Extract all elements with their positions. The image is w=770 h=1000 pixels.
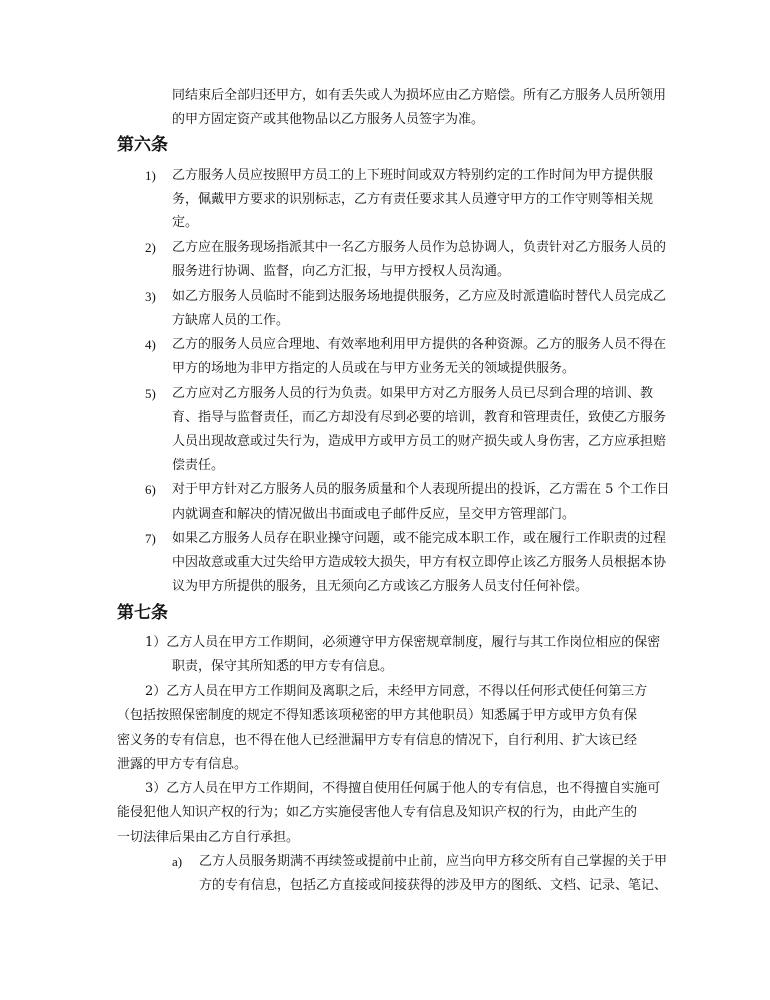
item-number: 3): [145, 289, 156, 304]
item-line: 乙方服务人员应按照甲方员工的上下班时间或双方特别约定的工作时间为甲方提供服: [172, 168, 654, 183]
item-line: 中因故意或重大过失给甲方造成较大损失，甲方有权立即停止该乙方服务人员根据本协: [172, 555, 667, 570]
item-line: 人员出现故意或过失行为，造成甲方或甲方员工的财产损失或人身伤害，乙方应承担赔: [172, 434, 667, 449]
item-line: 偿责任。: [172, 458, 225, 473]
paragraph-line: 一切法律后果由乙方自行承担。: [117, 830, 300, 845]
item-number: 4): [145, 337, 156, 352]
paragraph-line: 泄露的甲方专有信息。: [117, 757, 248, 772]
paragraph-line: 能侵犯他人知识产权的行为；如乙方实施侵害他人专有信息及知识产权的行为，由此产生的: [117, 805, 638, 820]
paragraph-line: 职责，保守其所知悉的甲方专有信息。: [172, 659, 394, 674]
item-line: 内就调查和解决的情况做出书面或电子邮件反应，呈交甲方管理部门。: [172, 507, 576, 522]
item-number: 7): [145, 531, 156, 546]
item-line: 如果乙方服务人员存在职业操守问题，或不能完成本职工作，或在履行工作职责的过程: [172, 531, 667, 546]
item-line: 务，佩戴甲方要求的识别标志，乙方有责任要求其人员遵守甲方的工作守则等相关规: [172, 192, 654, 207]
item-line: 乙方应在服务现场指派其中一名乙方服务人员作为总协调人，负责针对乙方服务人员的: [172, 240, 667, 255]
continuation-line: 的甲方固定资产或其他物品以乙方服务人员签字为准。: [172, 112, 485, 127]
item-line: 乙方的服务人员应合理地、有效率地利用甲方提供的各种资源。乙方的服务人员不得在: [172, 337, 667, 352]
item-line: 服务进行协调、监督，向乙方汇报，与甲方授权人员沟通。: [172, 264, 511, 279]
paragraph-line: 2）乙方人员在甲方工作期间及离职之后，未经甲方同意，不得以任何形式使任何第三方: [145, 684, 648, 699]
article-6-heading: 第六条: [117, 135, 168, 155]
item-number: 6): [145, 482, 156, 497]
item-line: 定。: [172, 215, 199, 230]
paragraph-line: 密义务的专有信息，也不得在他人已经泄漏甲方专有信息的情况下，自行利用、扩大该已经: [117, 733, 638, 748]
item-line: 对于甲方针对乙方服务人员的服务质量和个人表现所提出的投诉，乙方需在 5 个工作日: [172, 482, 670, 497]
item-line: 乙方人员服务期满不再续签或提前中止前，应当向甲方移交所有自己掌握的关于甲: [199, 854, 668, 869]
item-line: 甲方的场地为非甲方指定的人员或在与甲方业务无关的领域提供服务。: [172, 361, 576, 376]
continuation-line: 同结束后全部归还甲方，如有丢失或人为损坏应由乙方赔偿。所有乙方服务人员所领用: [172, 88, 667, 103]
article-7-heading: 第七条: [117, 603, 168, 623]
item-line: 方的专有信息，包括乙方直接或间接获得的涉及甲方的图纸、文档、记录、笔记、: [199, 878, 668, 893]
paragraph-line: 3）乙方人员在甲方工作期间，不得擅自使用任何属于他人的专有信息，也不得擅自实施可: [145, 781, 661, 796]
item-line: 如乙方服务人员临时不能到达服务场地提供服务，乙方应及时派遣临时替代人员完成乙: [172, 289, 667, 304]
item-number: 5): [145, 386, 156, 401]
item-line: 方缺席人员的工作。: [172, 313, 290, 328]
paragraph-line: 1）乙方人员在甲方工作期间，必须遵守甲方保密规章制度，履行与其工作岗位相应的保密: [145, 635, 661, 650]
item-line: 乙方应对乙方服务人员的行为负责。如果甲方对乙方服务人员已尽到合理的培训、教: [172, 386, 654, 401]
item-number: 1): [145, 168, 156, 183]
paragraph-line: （包括按照保密制度的规定不得知悉该项秘密的甲方其他职员）知悉属于甲方或甲方负有保: [117, 708, 638, 723]
item-line: 议为甲方所提供的服务，且无须向乙方或该乙方服务人员支付任何补偿。: [172, 579, 589, 594]
item-number: a): [172, 854, 183, 869]
item-line: 育、指导与监督责任，而乙方却没有尽到必要的培训，教育和管理责任，致使乙方服务: [172, 410, 667, 425]
item-number: 2): [145, 240, 156, 255]
